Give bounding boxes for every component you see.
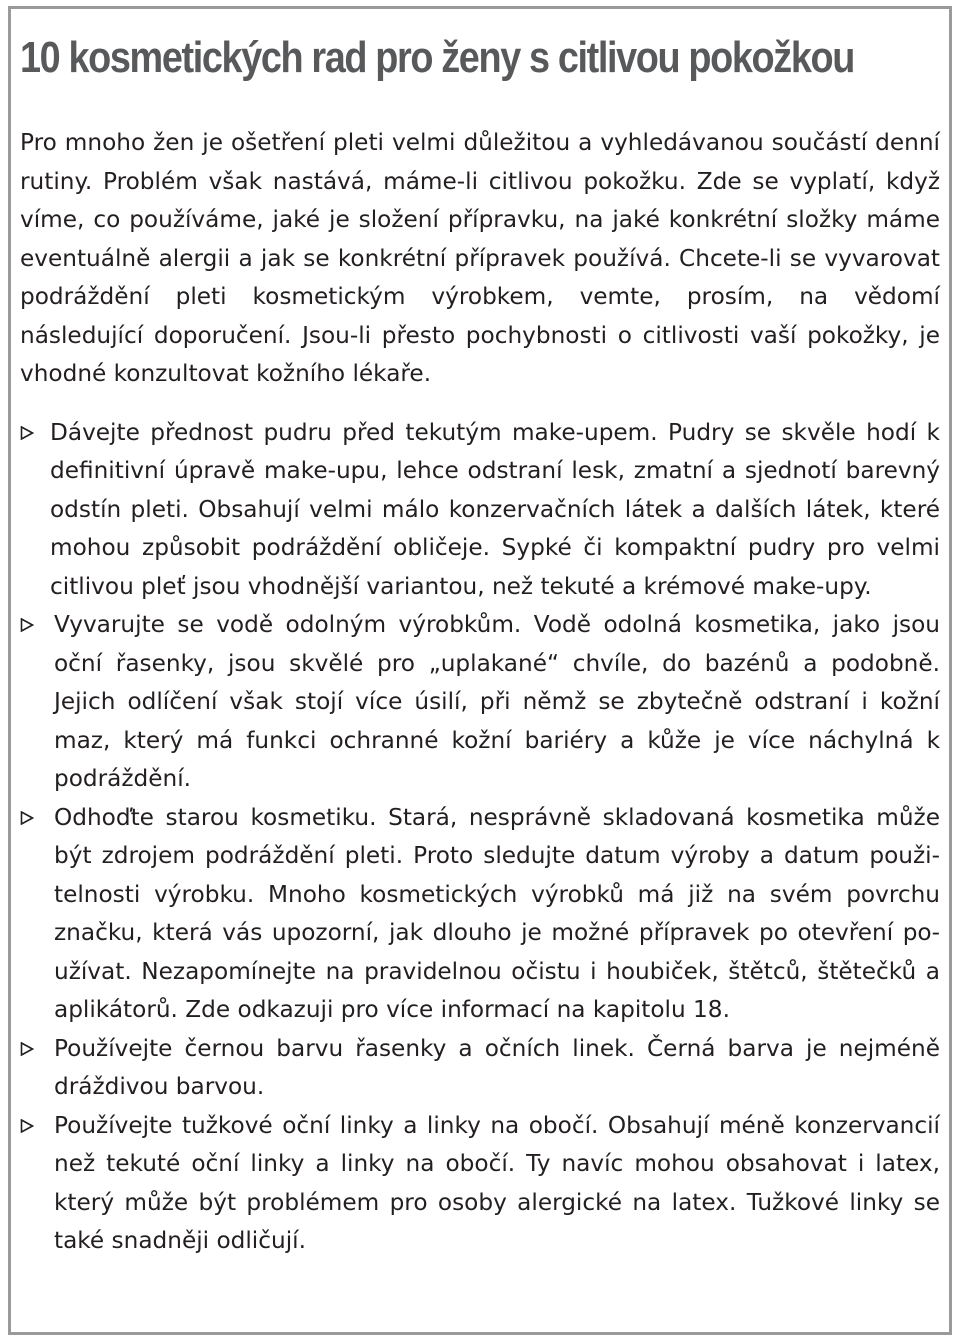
article bbox=[20, 28, 940, 1261]
triangle-right-outline-icon bbox=[20, 1119, 34, 1133]
tip-text: Vyvarujte se vodě odolným výrobkům. Vodě odolná kosmetika, jako jsou oční řasenky, jsou skvělé pro „uplakané“ chvíle, do bazénů a podobně. Jejich odlíčení však stojí více úsilí, při němž se zbytečně odstraní i kožní maz, který má funkci ochranné kožní bariéry a kůže je více náchylná k podráždění. bbox=[54, 611, 940, 792]
list-item bbox=[20, 1107, 940, 1261]
triangle-right-outline-icon bbox=[20, 811, 34, 825]
page-title: 10 kosmetických rad pro ženy s citlivou pokožkou bbox=[20, 33, 854, 82]
list-item bbox=[20, 414, 940, 607]
triangle-right-outline-icon bbox=[20, 426, 34, 440]
list-item bbox=[20, 1030, 940, 1107]
tip-text: Odhoďte starou kosmetiku. Stará, nesprávně skladovaná kosmetika může být zdrojem podráždění pleti. Proto sledujte datum výroby a datum použitelnosti výrobku. Mnoho kosmetických výrobků má již na svém povrchu značku, která vás upozorní, jak dlouho je možné přípravek po otevření používat. Nezapomínejte na pravidelnou očistu i houbiček, štětců, štětečků a aplikátorů. Zde odkazuji pro více informací na kapitolu 18. bbox=[54, 803, 940, 1023]
intro-paragraph: Pro mnoho žen je ošetření pleti velmi důležitou a vyhledávanou součástí denní rutiny. Problém však nastává, máme-li citlivou pokožku. Zde se vyplatí, když víme, co používáme, jaké je složení přípravku, na jaké konkrétní složky máme eventuálně alergii a jak se konkrétní přípravek používá. Chcete-li se vyvarovat podráždění pleti kosmetickým výrobkem, vemte, prosím, na vědomí následující doporučení. Jsou-li přesto pochybnosti o citlivosti vaší pokožky, je vhodné konzultovat kožního lékaře. bbox=[20, 129, 940, 387]
tip-text: Dávejte přednost pudru před tekutým make-upem. Pudry se skvěle hodí k definitivní úpravě make-upu, lehce odstraní lesk, zmatní a sjednotí barevný odstín pleti. Obsahují velmi málo konzervačních látek a dalších látek, které mohou způsobit podráždění obličeje. Sypké či kompaktní pudry pro velmi citlivou pleť jsou vhodnější variantou, než tekuté a krémové make-upy. bbox=[50, 418, 940, 600]
list-item bbox=[20, 606, 940, 799]
tips-list bbox=[20, 414, 940, 1261]
tip-text: Používejte tužkové oční linky a linky na obočí. Obsahují méně konzervancií než tekuté oční linky a linky na obočí. Ty navíc mohou obsahovat i latex, který může být problémem pro osoby alergické na latex. Tužkové linky se také snadněji odličují. bbox=[54, 1111, 940, 1254]
list-item bbox=[20, 799, 940, 1030]
triangle-right-outline-icon bbox=[20, 618, 34, 632]
triangle-right-outline-icon bbox=[20, 1042, 34, 1056]
tip-text: Používejte černou barvu řasenky a očních linek. Černá barva je nejméně dráždivou barvou. bbox=[54, 1034, 940, 1100]
